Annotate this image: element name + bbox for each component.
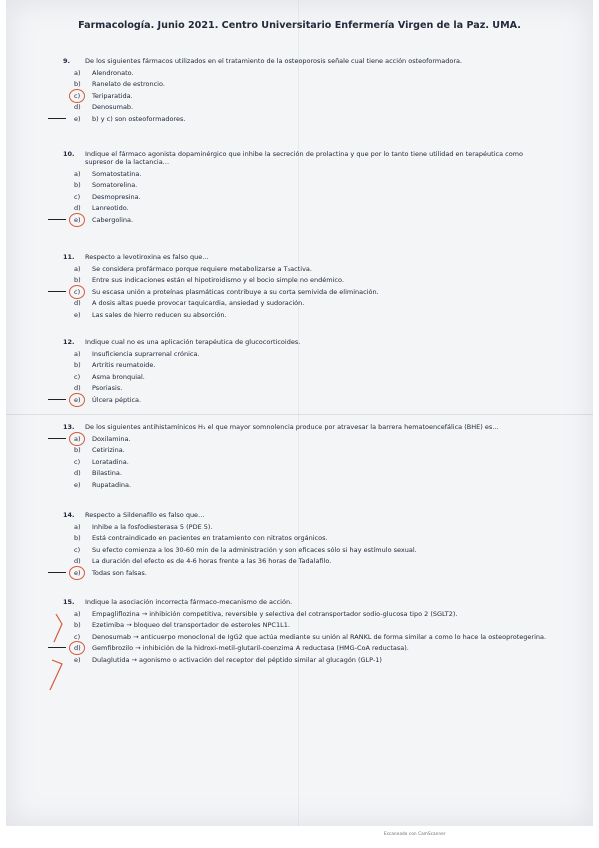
option-letter: a) <box>74 522 81 531</box>
option-text: Asma bronquial. <box>92 372 145 381</box>
option-text: Empagliflozina → inhibición competitiva, reversible y selectiva del cotransportador sodio-glucosa tipo 2 (SGLT2). <box>92 609 458 618</box>
answer-option <box>74 80 553 88</box>
answer-option <box>74 265 553 273</box>
option-letter: c) <box>74 457 81 466</box>
option-letter: b) <box>74 446 81 454</box>
selected-answer-circle-icon <box>69 89 85 103</box>
answer-option <box>74 557 553 565</box>
question-14 <box>63 511 553 577</box>
question-stem <box>63 511 553 519</box>
option-text: Psoriasis. <box>92 384 123 392</box>
option-letter: d) <box>74 384 81 392</box>
question-15 <box>63 598 553 664</box>
option-letter: b) <box>74 181 81 190</box>
exam-sheet <box>6 0 593 826</box>
option-letter: e) <box>74 655 81 664</box>
answer-option <box>74 299 553 307</box>
answer-option <box>74 92 553 100</box>
option-text: b) y c) son osteoformadores. <box>92 114 186 123</box>
question-12 <box>63 338 553 404</box>
question-text: Respecto a Sildenafilo es falso que… <box>85 511 205 519</box>
option-letter: e) <box>74 568 81 577</box>
option-letter: d) <box>74 557 81 565</box>
answer-option <box>74 621 553 629</box>
selected-answer-circle-icon <box>69 213 85 227</box>
option-letter: e) <box>74 114 81 123</box>
answer-option <box>74 373 553 381</box>
question-13 <box>63 423 553 489</box>
answer-option <box>74 644 553 652</box>
option-letter: e) <box>74 395 81 404</box>
question-number: 12. <box>63 338 75 346</box>
question-stem <box>63 150 553 166</box>
answer-option <box>74 181 553 189</box>
question-stem <box>63 598 553 606</box>
answer-option <box>74 610 553 618</box>
option-text: Gemfibrozilo → inhibición de la hidroxi-metil-glutaril-coenzima A reductasa (HMG-CoA reductasa). <box>92 644 409 652</box>
answer-option <box>74 350 553 358</box>
option-letter: e) <box>74 215 81 224</box>
option-text: Rupatadina. <box>92 480 132 489</box>
answer-option <box>74 435 553 443</box>
option-text: Entre sus indicaciones están el hipotiroidismo y el bocio simple no endémico. <box>92 276 344 284</box>
paper-fold <box>6 414 593 415</box>
option-text: Cetirizina. <box>92 446 125 454</box>
answer-option <box>74 481 553 489</box>
option-letter: b) <box>74 361 81 369</box>
answer-dash-mark-icon <box>48 399 66 400</box>
option-letter: d) <box>74 204 81 213</box>
question-text: De los siguientes antihistamínicos H₁ el que mayor somnolencia produce por atravesar la barrera hematoencefálica (BHE) es… <box>85 423 499 431</box>
option-text: Lanreotido. <box>92 204 129 213</box>
option-text: Doxilamina. <box>92 434 131 443</box>
option-letter: c) <box>74 287 81 296</box>
answer-option <box>74 193 553 201</box>
answer-option <box>74 311 553 319</box>
option-text: Somatostatina. <box>92 169 142 178</box>
option-letter: e) <box>74 480 81 489</box>
option-text: La duración del efecto es de 4-6 horas frente a las 36 horas de Tadalafilo. <box>92 557 332 565</box>
option-text: Insuficiencia suprarrenal crónica. <box>92 349 200 358</box>
option-letter: c) <box>74 545 81 554</box>
option-letter: a) <box>74 349 81 358</box>
answer-dash-mark-icon <box>48 118 66 119</box>
option-letter: d) <box>74 469 81 477</box>
option-text: Artritis reumatoide. <box>92 361 156 369</box>
answer-option <box>74 288 553 296</box>
question-stem <box>63 423 553 431</box>
option-letter: c) <box>74 372 81 381</box>
option-text: Teriparatida. <box>92 91 133 100</box>
option-text: Está contraindicado en pacientes en tratamiento con nitratos orgánicos. <box>92 534 328 542</box>
pen-mark-icon <box>42 602 82 692</box>
option-text: Ranelato de estroncio. <box>92 80 165 88</box>
question-text: Respecto a levotiroxina es falso que… <box>85 253 209 261</box>
question-text: Indique cual no es una aplicación terapéutica de glucocorticoides. <box>85 338 301 346</box>
option-letter: d) <box>74 644 81 652</box>
scanner-footer: Escaneado con CamScanner <box>384 831 446 836</box>
page-title: Farmacología. Junio 2021. Centro Universitario Enfermería Virgen de la Paz. UMA. <box>78 20 521 31</box>
option-letter: c) <box>74 192 81 201</box>
option-text: Se considera profármaco porque requiere metabolizarse a T₃activa. <box>92 264 312 273</box>
option-letter: c) <box>74 632 81 641</box>
question-10 <box>63 150 553 224</box>
option-letter: a) <box>74 434 81 443</box>
selected-answer-circle-icon <box>69 393 85 407</box>
selected-answer-circle-icon <box>69 285 85 299</box>
option-text: Somatorelina. <box>92 181 138 190</box>
option-letter: a) <box>74 68 81 77</box>
answer-option <box>74 216 553 224</box>
question-text: Indique la asociación incorrecta fármaco-mecanismo de acción. <box>85 598 293 606</box>
option-letter: e) <box>74 310 81 319</box>
option-text: Su efecto comienza a los 30-60 min de la administración y son eficaces sólo si hay estímulo sexual. <box>92 545 417 554</box>
option-text: Desmopresina. <box>92 192 141 201</box>
option-letter: a) <box>74 169 81 178</box>
answer-option <box>74 569 553 577</box>
question-11 <box>63 253 553 319</box>
question-number: 11. <box>63 253 75 261</box>
answer-dash-mark-icon <box>48 219 66 220</box>
answer-option <box>74 103 553 111</box>
option-letter: d) <box>74 103 81 111</box>
question-number: 14. <box>63 511 75 519</box>
option-letter: b) <box>74 534 81 542</box>
option-letter: a) <box>74 264 81 273</box>
answer-option <box>74 446 553 454</box>
answer-option <box>74 204 553 212</box>
answer-option <box>74 534 553 542</box>
option-text: Alendronato. <box>92 68 134 77</box>
selected-answer-circle-icon <box>69 566 85 580</box>
question-number: 13. <box>63 423 75 431</box>
option-text: Ezetimiba → bloqueo del transportador de esteroles NPC1L1. <box>92 621 290 629</box>
answer-option <box>74 115 553 123</box>
selected-answer-circle-icon <box>69 432 85 446</box>
question-9 <box>63 57 553 123</box>
answer-dash-mark-icon <box>48 572 66 573</box>
question-number: 15. <box>63 598 75 606</box>
option-text: Todas son falsas. <box>92 568 147 577</box>
answer-dash-mark-icon <box>48 291 66 292</box>
option-letter: b) <box>74 276 81 284</box>
question-text: De los siguientes fármacos utilizados en el tratamiento de la osteoporosis señale cual tiene acción osteoformadora. <box>85 57 463 65</box>
option-letter: a) <box>74 609 81 618</box>
option-text: Bilastina. <box>92 469 122 477</box>
option-text: Su escasa unión a proteínas plasmáticas contribuye a su corta semivida de eliminación. <box>92 287 379 296</box>
answer-dash-mark-icon <box>48 438 66 439</box>
answer-option <box>74 523 553 531</box>
option-text: A dosis altas puede provocar taquicardia, ansiedad y sudoración. <box>92 299 305 307</box>
option-text: Denosumab. <box>92 103 134 111</box>
question-text: Indique el fármaco agonista dopaminérgico que inhibe la secreción de prolactina y que por lo tanto tiene utilidad en terapéutica como supresor de la lactancia… <box>85 150 523 167</box>
answer-option <box>74 384 553 392</box>
answer-option <box>74 170 553 178</box>
question-number: 9. <box>63 57 70 65</box>
option-text: Cabergolina. <box>92 215 134 224</box>
option-letter: c) <box>74 91 81 100</box>
answer-option <box>74 458 553 466</box>
answer-option <box>74 396 553 404</box>
option-letter: b) <box>74 80 81 88</box>
option-text: Dulaglutida → agonismo o activación del receptor del péptido similar al glucagón (GLP-1) <box>92 655 382 664</box>
option-text: Úlcera péptica. <box>92 395 142 404</box>
answer-option <box>74 546 553 554</box>
option-text: Las sales de hierro reducen su absorción. <box>92 310 227 319</box>
option-text: Loratadina. <box>92 457 129 466</box>
option-letter: d) <box>74 299 81 307</box>
answer-option <box>74 361 553 369</box>
option-text: Denosumab → anticuerpo monoclonal de IgG2 que actúa mediante su unión al RANKL de forma similar a como lo hace la osteoprotegerina. <box>92 632 547 641</box>
option-letter: b) <box>74 621 81 629</box>
answer-option <box>74 276 553 284</box>
option-text: Inhibe a la fosfodiesterasa 5 (PDE 5). <box>92 522 213 531</box>
answer-option <box>74 69 553 77</box>
answer-option <box>74 633 553 641</box>
question-stem <box>63 338 553 346</box>
paper-fold-vertical <box>298 0 299 826</box>
question-stem <box>63 253 553 261</box>
question-number: 10. <box>63 150 75 158</box>
answer-option <box>74 469 553 477</box>
answer-option <box>74 656 553 664</box>
question-stem <box>63 57 553 65</box>
